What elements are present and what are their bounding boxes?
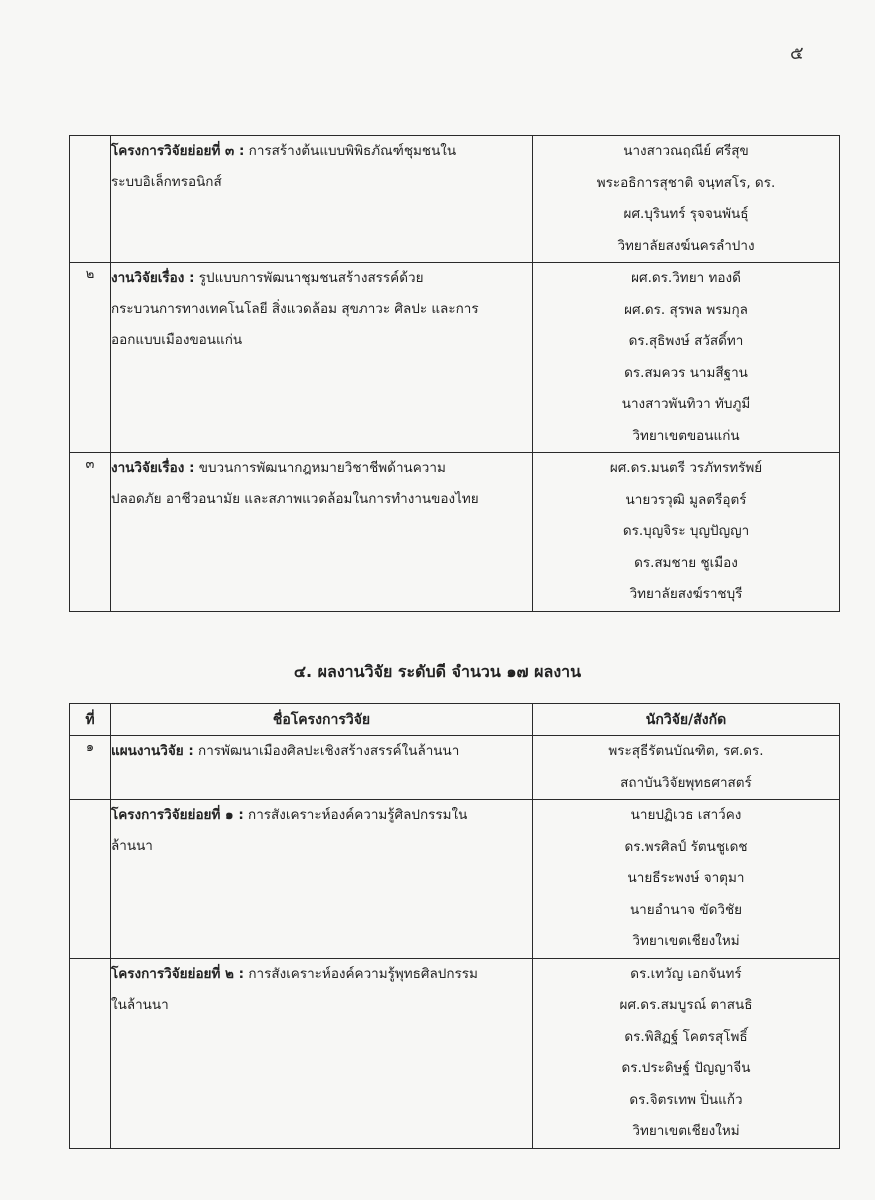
project-label: โครงการวิจัยย่อยที่ ๒ : xyxy=(111,965,245,982)
project-title-text: การสังเคราะห์องค์ความรู้ศิลปกรรมใน xyxy=(243,807,468,823)
researcher: ดร.พิสิฏฐ์ โคตรสุโพธิ์ xyxy=(624,1028,748,1045)
table-header-row xyxy=(70,704,840,736)
row-number: ๒ xyxy=(70,263,111,453)
researcher: ดร.พรศิลป์ รัตนชูเดช xyxy=(624,838,748,855)
project-title xyxy=(111,958,533,1148)
project-title-text-2: ในล้านนา xyxy=(111,996,169,1013)
project-label: โครงการวิจัยย่อยที่ ๓ : xyxy=(111,143,245,159)
project-title-text: ขบวนการพัฒนากฎหมายวิชาชีพด้านความ xyxy=(194,460,446,476)
project-title-text-2: ระบบอิเล็กทรอนิกส์ xyxy=(111,174,222,190)
project-title-text-2: ปลอดภัย อาชีวอนามัย และสภาพแวดล้อมในการทำงานของไทย xyxy=(111,491,479,507)
project-title-text: การสร้างต้นแบบพิพิธภัณฑ์ชุมชนใน xyxy=(244,143,457,159)
project-title xyxy=(111,263,533,453)
researcher: ผศ.ดร. สุรพล พรมกุล xyxy=(624,301,748,318)
project-title xyxy=(111,736,533,800)
researcher: ผศ.บุรินทร์ รุจจนพันธุ์ xyxy=(623,206,749,222)
researcher: ดร.สมควร นามสีฐาน xyxy=(624,364,748,381)
project-title-text-2: ล้านนา xyxy=(111,838,153,854)
affiliation: วิทยาลัยสงฆ์นครลำปาง xyxy=(617,237,755,254)
researcher: นายปฏิเวธ เสาว์คง xyxy=(630,807,742,823)
section-heading: ๔. ผลงานวิจัย ระดับดี จำนวน ๑๗ ผลงาน xyxy=(293,662,582,681)
research-table-continued xyxy=(69,135,840,612)
column-header-people: นักวิจัย/สังกัด xyxy=(533,704,840,736)
researchers xyxy=(533,136,840,263)
row-number xyxy=(70,958,111,1148)
project-title xyxy=(111,800,533,959)
affiliation: วิทยาเขตเชียงใหม่ xyxy=(632,933,740,949)
researcher: ดร.เทวัญ เอกจันทร์ xyxy=(630,965,742,982)
researchers xyxy=(533,263,840,453)
researcher: นายธีระพงษ์ จาตุมา xyxy=(627,870,745,886)
row-number: ๑ xyxy=(70,736,111,800)
researcher: ดร.บุญจิระ บุญปัญญา xyxy=(622,523,750,539)
project-label: โครงการวิจัยย่อยที่ ๑ : xyxy=(111,807,244,823)
affiliation: สถาบันวิจัยพุทธศาสตร์ xyxy=(620,774,752,791)
research-table-good-level xyxy=(69,703,840,1149)
researcher: ดร.จิตรเทพ ปิ่นแก้ว xyxy=(629,1091,743,1108)
researcher: ผศ.ดร.วิทยา ทองดี xyxy=(631,270,741,286)
table-row xyxy=(70,736,840,800)
table-row xyxy=(70,453,840,612)
project-title-text: การพัฒนาเมืองศิลปะเชิงสร้างสรรค์ในล้านนา xyxy=(193,743,460,759)
project-title xyxy=(111,136,533,263)
researcher: นายวรวุฒิ มูลตรีอุตร์ xyxy=(625,491,747,508)
project-title xyxy=(111,453,533,612)
project-title-text-3: ออกแบบเมืองขอนแก่น xyxy=(111,332,243,348)
table-row xyxy=(70,136,840,263)
column-header-title: ชื่อโครงการวิจัย xyxy=(111,704,533,736)
row-number xyxy=(70,800,111,959)
project-label: งานวิจัยเรื่อง : xyxy=(111,270,195,286)
researcher: พระอธิการสุชาติ จนฺทสโร, ดร. xyxy=(596,174,776,191)
table-row xyxy=(70,958,840,1148)
researcher: นายอำนาจ ขัดวิชัย xyxy=(629,901,743,918)
project-label: แผนงานวิจัย : xyxy=(111,743,194,759)
researcher: ดร.ประดิษฐ์ ปัญญาจีน xyxy=(621,1060,751,1076)
researcher: พระสุธีรัตนบัณฑิต, รศ.ดร. xyxy=(608,743,764,759)
table-row xyxy=(70,263,840,453)
researchers xyxy=(533,453,840,612)
researcher: ดร.สมชาย ชูเมือง xyxy=(634,554,738,571)
project-label: งานวิจัยเรื่อง : xyxy=(111,460,195,476)
affiliation: วิทยาเขตเชียงใหม่ xyxy=(632,1123,740,1139)
page-number: ๕ xyxy=(790,43,804,64)
researcher: นางสาวณฤณีย์ ศรีสุข xyxy=(623,143,749,159)
researcher: ดร.สุธิพงษ์ สวัสดิ์ทา xyxy=(628,333,744,349)
researcher: นางสาวพันทิวา ทับภูมี xyxy=(621,396,751,412)
project-title-text: รูปแบบการพัฒนาชุมชนสร้างสรรค์ด้วย xyxy=(194,270,424,286)
researcher: ผศ.ดร.มนตรี วรภัทรทรัพย์ xyxy=(609,460,763,476)
researchers xyxy=(533,736,840,800)
researchers xyxy=(533,958,840,1148)
table-row xyxy=(70,800,840,959)
row-number xyxy=(70,136,111,263)
column-header-no: ที่ xyxy=(70,704,111,736)
row-number: ๓ xyxy=(70,453,111,612)
affiliation: วิทยาเขตขอนแก่น xyxy=(632,427,740,444)
researcher: ผศ.ดร.สมบูรณ์ ตาสนธิ xyxy=(619,997,753,1013)
project-title-text: การสังเคราะห์องค์ความรู้พุทธศิลปกรรม xyxy=(244,965,478,982)
project-title-text-2: กระบวนการทางเทคโนโลยี สิ่งแวดล้อม สุขภาวะ ศิลปะ และการ xyxy=(111,301,479,317)
researchers xyxy=(533,800,840,959)
affiliation: วิทยาลัยสงฆ์ราชบุรี xyxy=(629,586,743,602)
